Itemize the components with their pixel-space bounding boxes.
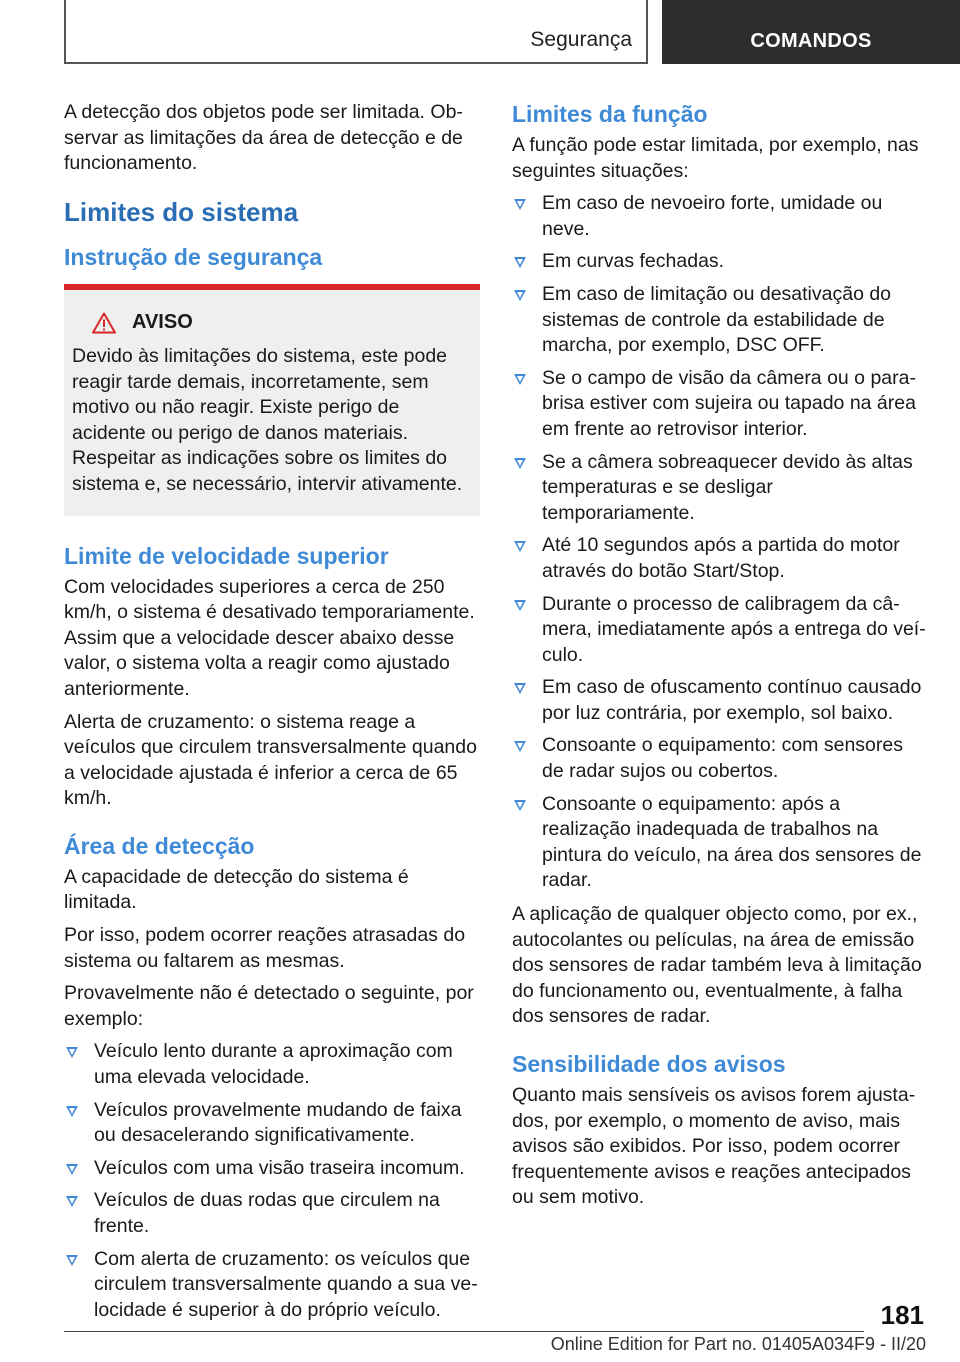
list-item: Veículos provavelmente mudando de faixa ou desacelerando significativamente. — [64, 1098, 480, 1149]
footer-edition: Online Edition for Part no. 01405A034F9 - II/20 — [550, 1334, 926, 1354]
speed-paragraph-1: Com velocidades superiores a cerca de 250 km/h, o sistema é desativado temporariamente. Assim que a velocidade descer abaixo desse valor, o sistema volta a reagir como ajustado anteriormente. — [64, 575, 475, 700]
warning-title-row — [72, 310, 470, 336]
function-limits-list — [512, 191, 926, 894]
left-column — [64, 100, 480, 1331]
list-item: Durante o processo de calibragem da câmera, imediatamente após a entrega do veículo. — [512, 592, 926, 669]
area-paragraph-3: Provavelmente não é detectado o seguinte, por exemplo: — [64, 982, 474, 1030]
speed-paragraph-2: Alerta de cruzamento: o sistema reage a veículos que circulem transversalmente quando a velocidade ajustada é inferior a cerca de 65 km/h. — [64, 710, 477, 810]
warning-title: AVISO — [132, 311, 193, 334]
heading-warning-sensitivity: Sensibilidade dos avisos — [512, 1051, 786, 1077]
heading-detection-area: Área de detecção — [64, 832, 255, 859]
header-section-title: Segurança — [530, 28, 632, 51]
warning-triangle-icon — [92, 312, 116, 334]
list-item: Consoante o equipamento: com sensores de radar sujos ou cobertos. — [512, 733, 926, 784]
bullet-triangle-icon — [66, 1196, 78, 1207]
list-item: Em caso de limitação ou desativação do sistemas de controle da estabilidade de marcha, por exemplo, DSC OFF. — [512, 282, 926, 359]
function-outro: A aplicação de qualquer objecto como, por ex., autocolantes ou películas, na área de emissão dos sensores de radar também leva à limitação do funcionamento ou, eventualmente, à falha dos sensores de radar. — [512, 903, 922, 1028]
intro-paragraph: A detecção dos objetos pode ser limitada. Observar as limitações da área de detecção e de funcionamento. — [64, 101, 463, 175]
list-item: Se a câmera sobreaquecer devido às altas temperaturas e se desligar temporariamente. — [512, 450, 926, 527]
right-column — [512, 100, 926, 1218]
bullet-triangle-icon — [514, 683, 526, 694]
bullet-triangle-icon — [514, 458, 526, 469]
list-item: Consoante o equipamento: após a realização inadequada de trabalhos na pintura do veículo, na área dos sensores de radar. — [512, 792, 926, 894]
bullet-triangle-icon — [514, 600, 526, 611]
bullet-triangle-icon — [514, 741, 526, 752]
function-intro: A função pode estar limitada, por exemplo, nas seguintes situações: — [512, 134, 919, 182]
list-item: Com alerta de cruzamento: os veículos que circulem transversalmente quando a sua velocidade é superior à do próprio veículo. — [64, 1247, 480, 1324]
bullet-triangle-icon — [514, 257, 526, 268]
heading-function-limits: Limites da função — [512, 101, 708, 127]
list-item: Em curvas fechadas. — [512, 249, 926, 275]
list-item: Se o campo de visão da câmera ou o para-brisa estiver com sujeira ou tapado na área em frente ao retrovisor interior. — [512, 366, 926, 443]
bullet-triangle-icon — [514, 374, 526, 385]
footer-divider — [64, 1331, 864, 1332]
heading-safety-instruction: Instrução de segurança — [64, 243, 323, 270]
list-item: Veículo lento durante a aproximação com uma elevada velocidade. — [64, 1039, 480, 1090]
header-chapter-tab — [662, 0, 960, 64]
bullet-triangle-icon — [514, 290, 526, 301]
heading-speed-limit: Limite de velocidade superior — [64, 542, 389, 569]
warning-box — [64, 284, 480, 515]
bullet-triangle-icon — [66, 1047, 78, 1058]
bullet-triangle-icon — [66, 1255, 78, 1266]
list-item: Até 10 segundos após a partida do motor através do botão Start/Stop. — [512, 533, 926, 584]
list-item: Em caso de nevoeiro forte, umidade ou neve. — [512, 191, 926, 242]
area-paragraph-1: A capacidade de detecção do sistema é limitada. — [64, 865, 409, 914]
page-number: 181 — [880, 1300, 924, 1330]
header-chapter-label: COMANDOS — [750, 29, 872, 52]
bullet-triangle-icon — [66, 1164, 78, 1175]
heading-system-limits: Limites do sistema — [64, 196, 299, 227]
list-item: Veículos de duas rodas que circulem na frente. — [64, 1188, 480, 1239]
bullet-triangle-icon — [66, 1106, 78, 1117]
warning-text: Devido às limitações do sistema, este pode reagir tarde demais, incorretamente, sem motivo ou não reagir. Existe perigo de acidente ou perigo de danos materiais. Respeitar as indicações sobre os limites do sistema e, se necessário, intervir ativamente. — [72, 344, 463, 495]
area-paragraph-2: Por isso, podem ocorrer reações atrasadas do sistema ou faltarem as mesmas. — [64, 924, 466, 972]
bullet-triangle-icon — [514, 541, 526, 552]
list-item: Em caso de ofuscamento contínuo causado por luz contrária, por exemplo, sol baixo. — [512, 675, 926, 726]
list-item: Veículos com uma visão traseira incomum. — [64, 1156, 480, 1182]
bullet-triangle-icon — [514, 800, 526, 811]
sensitivity-paragraph: Quanto mais sensíveis os avisos forem ajustados, por exemplo, o momento de aviso, mais avisos são exibidos. Por isso, podem ocorrer frequentemente avisos e reações antecipados ou sem motivo. — [512, 1084, 916, 1209]
detection-list — [64, 1039, 480, 1323]
bullet-triangle-icon — [514, 199, 526, 210]
header-section-box — [64, 0, 648, 64]
